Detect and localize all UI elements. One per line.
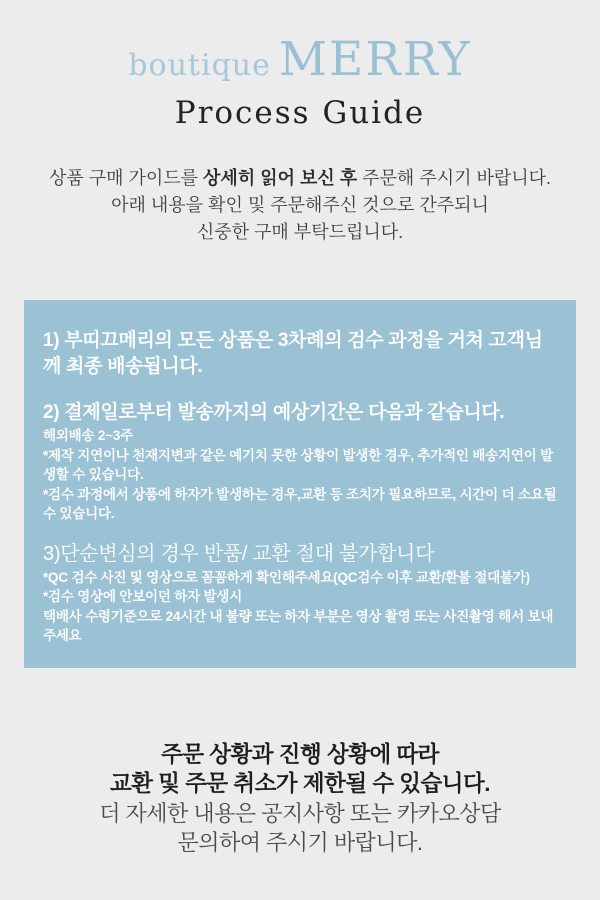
notice-section1-bold: 3차례의 검수 과정: [277, 330, 425, 351]
brand-prefix: boutique: [128, 48, 271, 83]
intro-line3: 신중한 구매 부탁드립니다.: [196, 222, 404, 242]
notice-section3-note-2: *검수 영상에 안보이던 하자 발생시: [43, 589, 243, 604]
brand-header: [0, 0, 600, 87]
footer-notice: [0, 740, 600, 857]
intro-line1-bold: 상세히 읽어 보신 후: [203, 168, 358, 188]
notice-section-returns: [43, 540, 560, 646]
notice-section1-post: 을 거쳐 고객님께 최종 배송됩니다.: [43, 330, 543, 377]
notice-section-shipping: [43, 400, 560, 524]
page-title: Process Guide: [174, 95, 426, 131]
intro-paragraph: [0, 165, 600, 246]
intro-line2: 아래 내용을 확인 및 주문해주신 것으로 간주되니: [111, 195, 489, 215]
footer-line4: 문의하여 주시기 바랍니다.: [177, 829, 423, 855]
notice-section1-heading: [43, 328, 560, 380]
notice-section3-heading: 3)단순변심의 경우 반품/ 교환 절대 불가합니다: [43, 542, 435, 565]
notice-section2-note-3: *검수 과정에서 상품에 하자가 발생하는 경우,교환 등 조치가 필요하므로, 시간이 더 소요될 수 있습니다.: [43, 486, 557, 521]
footer-gray-lines: [0, 799, 600, 857]
notice-section2-note-2: *제작 지연이나 천재지변과 같은 예기치 못한 상황이 발생한 경우, 추가적인 배송지연이 발생할 수 있습니다.: [43, 447, 553, 482]
footer-bold-lines: [0, 740, 600, 798]
intro-line1-pre: 상품 구매 가이드를: [48, 168, 204, 188]
footer-bold-line2: 교환 및 주문 취소가 제한될 수 있습니다.: [109, 770, 491, 796]
notice-section2-post: 은 다음과 같습니다.: [345, 402, 505, 423]
notice-section-inspection: [43, 328, 560, 380]
notice-section2-note-1: 해외배송 2~3주: [43, 428, 134, 443]
notice-section2-pre: 2) 결제일로부터 발송까지의: [43, 402, 273, 423]
notice-section2-heading: [43, 400, 560, 426]
notice-section3-note-1: *QC 검수 사진 및 영상으로 꼼꼼하게 확인해주세요(QC검수 이후 교환/환불 절대불가): [43, 569, 530, 585]
brand-name: MERRY: [278, 32, 472, 87]
notice-box: [24, 300, 576, 668]
footer-bold-line1: 주문 상황과 진행 상황에 따라: [161, 741, 439, 767]
footer-line3: 더 자세한 내용은 공지사항 또는 카카오상담: [99, 800, 501, 826]
intro-line1-post: 주문해 주시기 바랍니다.: [357, 168, 552, 188]
notice-section3-note-3: 택배사 수령기준으로 24시간 내 불량 또는 하자 부분은 영상 촬영 또는 사진촬영 해서 보내주세요: [43, 608, 554, 643]
notice-section1-pre: 1) 부띠끄메리의 모든 상품은: [43, 330, 278, 351]
notice-section2-bold: 예상기간: [272, 402, 346, 423]
